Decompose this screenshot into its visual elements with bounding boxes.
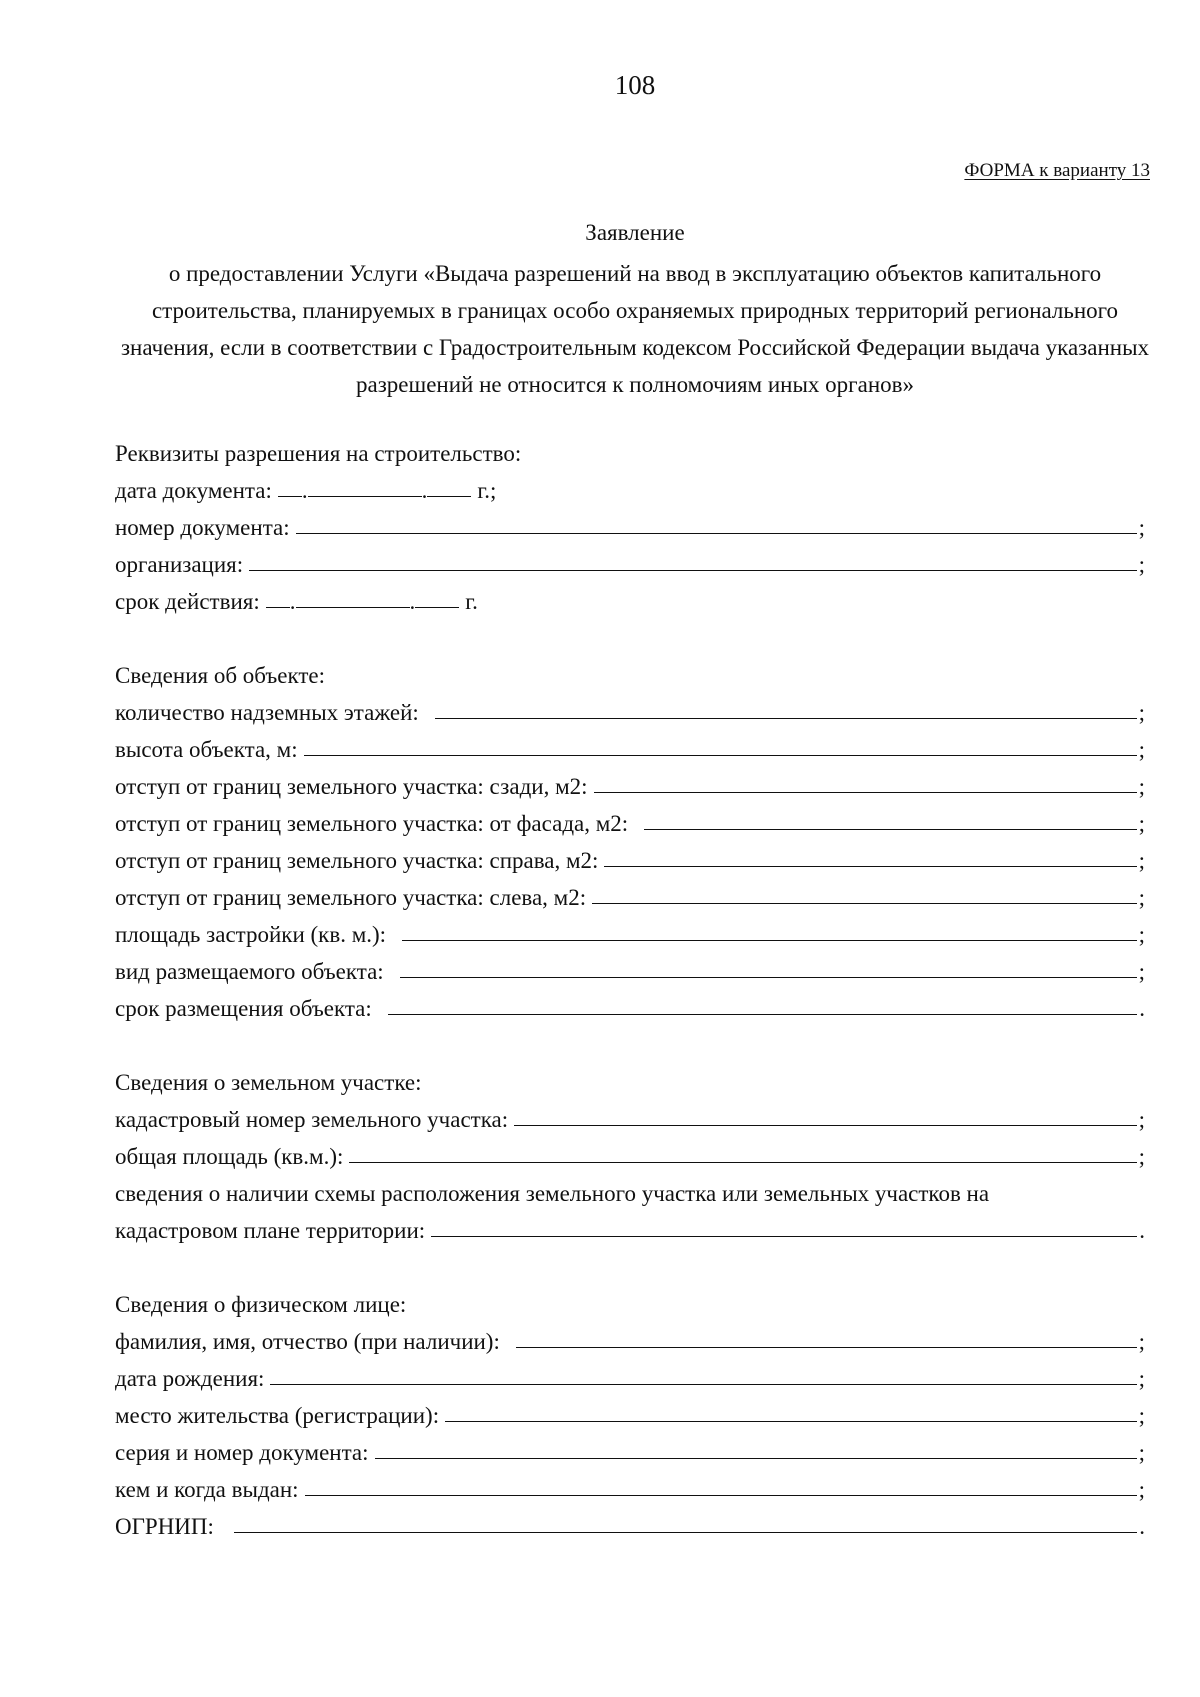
object-field-label: отступ от границ земельного участка: слева, м2:	[115, 885, 587, 910]
doc-number-field[interactable]	[296, 509, 1137, 534]
form-sections	[115, 435, 1145, 1582]
document-subtitle: о предоставлении Услуги «Выдача разрешений на ввод в эксплуатацию объектов капитального строительства, планируемых в границах особо охраняемых природных территорий регионального значения, если в соответствии с Градостроительным кодексом Российской Федерации выдача указанных разрешений не относится к полномочиям иных органов»	[120, 261, 1150, 397]
cadastral-field[interactable]	[514, 1101, 1136, 1126]
object-field-input[interactable]	[402, 916, 1137, 941]
area-field[interactable]	[349, 1138, 1136, 1163]
line-end: ;	[1138, 885, 1145, 910]
line-end: ;	[1138, 1477, 1145, 1502]
person-field-label: фамилия, имя, отчество (при наличии):	[115, 1329, 500, 1354]
object-field-row	[115, 694, 1145, 731]
area-row	[115, 1138, 1145, 1175]
object-field-input[interactable]	[592, 879, 1136, 904]
scheme-field[interactable]	[431, 1212, 1137, 1237]
line-end: ;	[1138, 959, 1145, 984]
doc-date-row	[115, 472, 1145, 509]
person-field-row	[115, 1397, 1145, 1434]
object-field-row	[115, 805, 1145, 842]
validity-label: срок действия:	[115, 589, 260, 614]
person-field-row	[115, 1323, 1145, 1360]
object-heading	[115, 657, 1145, 694]
line-end: ;	[1138, 737, 1145, 762]
object-field-label: отступ от границ земельного участка: справа, м2:	[115, 848, 599, 873]
person-field-row	[115, 1471, 1145, 1508]
doc-date-label: дата документа:	[115, 478, 272, 503]
line-end: ;	[1138, 515, 1145, 540]
person-field-input[interactable]	[270, 1360, 1136, 1385]
line-end: .	[1139, 996, 1145, 1021]
line-end: ;	[1138, 774, 1145, 799]
doc-number-label: номер документа:	[115, 515, 290, 540]
object-field-row	[115, 990, 1145, 1027]
object-field-row	[115, 842, 1145, 879]
line-end: ;	[1138, 552, 1145, 577]
form-variant-label: ФОРМА к варианту 13	[964, 160, 1150, 181]
validity-field[interactable]: . .	[266, 583, 460, 620]
person-field-label: место жительства (регистрации):	[115, 1403, 440, 1428]
object-field-input[interactable]	[388, 990, 1137, 1015]
line-end: ;	[1138, 700, 1145, 725]
object-field-row	[115, 879, 1145, 916]
object-field-label: вид размещаемого объекта:	[115, 959, 384, 984]
object-field-row	[115, 916, 1145, 953]
person-field-row	[115, 1508, 1145, 1545]
land-heading	[115, 1064, 1145, 1101]
scheme-row-1	[115, 1175, 1145, 1212]
object-field-input[interactable]	[435, 694, 1137, 719]
doc-number-row	[115, 509, 1145, 546]
object-field-row	[115, 768, 1145, 805]
person-field-row	[115, 1434, 1145, 1471]
person-field-input[interactable]	[516, 1323, 1137, 1348]
object-field-label: площадь застройки (кв. м.):	[115, 922, 387, 947]
object-field-input[interactable]	[644, 805, 1136, 830]
object-field-label: срок размещения объекта:	[115, 996, 372, 1021]
line-end: ;	[1138, 1329, 1145, 1354]
organization-label: организация:	[115, 552, 244, 577]
object-field-row	[115, 731, 1145, 768]
object-field-row	[115, 953, 1145, 990]
line-end: ;	[1138, 1366, 1145, 1391]
page-number: 108	[614, 70, 656, 100]
object-field-label: количество надземных этажей:	[115, 700, 419, 725]
doc-date-suffix: г.;	[477, 478, 497, 503]
scheme-row-2	[115, 1212, 1145, 1249]
line-end: .	[1139, 1218, 1145, 1243]
object-heading-text: Сведения об объекте:	[115, 663, 326, 688]
scheme-label-line2: кадастровом плане территории:	[115, 1218, 426, 1243]
person-heading	[115, 1286, 1145, 1323]
line-end: ;	[1138, 811, 1145, 836]
cadastral-label: кадастровый номер земельного участка:	[115, 1107, 509, 1132]
permit-heading	[115, 435, 1145, 472]
line-end: ;	[1138, 848, 1145, 873]
person-field-input[interactable]	[305, 1471, 1137, 1496]
object-section	[115, 657, 1145, 1027]
person-section	[115, 1286, 1145, 1545]
person-field-input[interactable]	[375, 1434, 1137, 1459]
organization-row	[115, 546, 1145, 583]
line-end: ;	[1138, 1403, 1145, 1428]
validity-suffix: г.	[465, 589, 478, 614]
object-field-input[interactable]	[400, 953, 1137, 978]
object-field-input[interactable]	[594, 768, 1137, 793]
line-end: ;	[1138, 1144, 1145, 1169]
object-field-label: отступ от границ земельного участка: сзади, м2:	[115, 774, 588, 799]
line-end: ;	[1138, 1107, 1145, 1132]
doc-date-field[interactable]: . .	[278, 472, 472, 509]
object-field-label: отступ от границ земельного участка: от фасада, м2:	[115, 811, 629, 836]
person-field-label: серия и номер документа:	[115, 1440, 369, 1465]
person-field-input[interactable]	[445, 1397, 1137, 1422]
document-title: Заявление	[585, 220, 685, 245]
object-field-input[interactable]	[304, 731, 1137, 756]
validity-row	[115, 583, 1145, 620]
permit-section	[115, 435, 1145, 620]
person-field-label: ОГРНИП:	[115, 1514, 214, 1539]
area-label: общая площадь (кв.м.):	[115, 1144, 344, 1169]
cadastral-row	[115, 1101, 1145, 1138]
land-heading-text: Сведения о земельном участке:	[115, 1070, 422, 1095]
land-section	[115, 1064, 1145, 1249]
person-field-label: дата рождения:	[115, 1366, 265, 1391]
person-heading-text: Сведения о физическом лице:	[115, 1292, 407, 1317]
line-end: ;	[1138, 1440, 1145, 1465]
line-end: .	[1139, 1514, 1145, 1539]
person-field-row	[115, 1360, 1145, 1397]
line-end: ;	[1138, 922, 1145, 947]
person-field-input[interactable]	[234, 1508, 1137, 1533]
object-field-input[interactable]	[604, 842, 1136, 867]
organization-field[interactable]	[249, 546, 1136, 571]
person-field-label: кем и когда выдан:	[115, 1477, 299, 1502]
scheme-label-line1: сведения о наличии схемы расположения земельного участка или земельных участков на	[115, 1181, 990, 1206]
permit-heading-text: Реквизиты разрешения на строительство:	[115, 441, 522, 466]
object-field-label: высота объекта, м:	[115, 737, 298, 762]
